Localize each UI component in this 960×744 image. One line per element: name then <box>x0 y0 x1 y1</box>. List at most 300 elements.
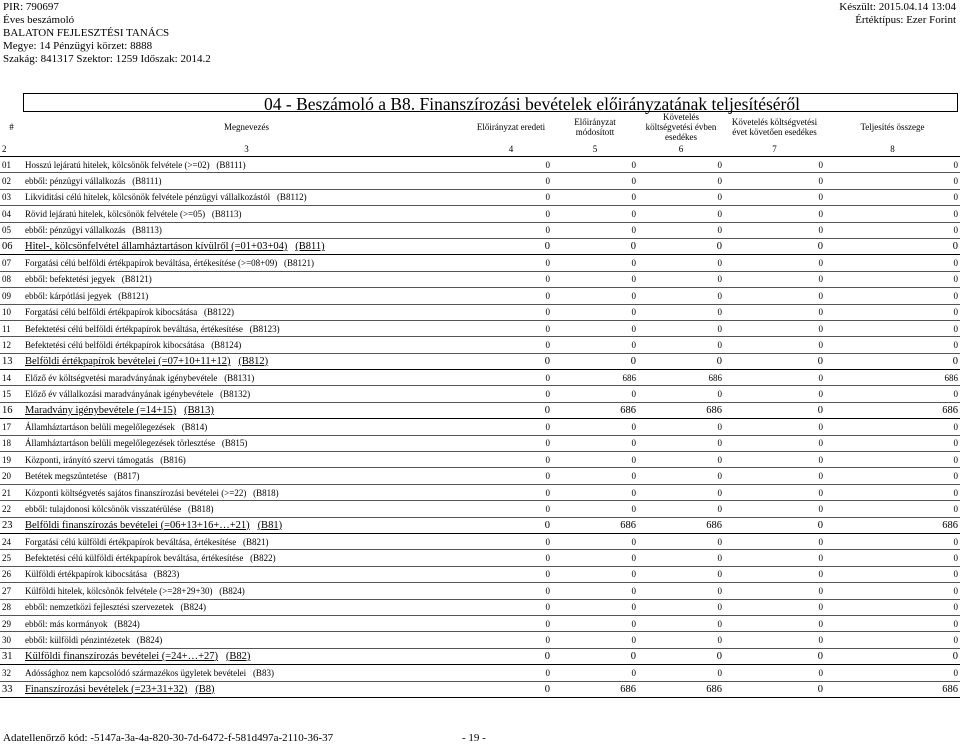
row-ref-code: (B8113) <box>132 225 162 236</box>
row-code: 17 <box>0 419 23 435</box>
row-ref-code: (B816) <box>160 454 186 465</box>
value-after: 0 <box>724 452 825 468</box>
row-code: 29 <box>0 615 23 631</box>
value-perf: 0 <box>825 501 960 517</box>
value-after: 0 <box>724 517 825 533</box>
value-due: 0 <box>638 501 724 517</box>
value-after: 0 <box>724 566 825 582</box>
value-due: 0 <box>638 255 724 271</box>
row-label-cell <box>23 599 470 615</box>
value-perf: 686 <box>825 402 960 418</box>
row-label: Államháztartáson belüli megelőlegezések törlesztése <box>25 438 216 449</box>
value-orig: 0 <box>470 435 552 451</box>
table-row <box>0 599 960 615</box>
value-mod: 0 <box>552 206 638 222</box>
row-label: Befektetési célú belföldi értékpapírok kibocsátása <box>25 339 205 350</box>
row-code: 33 <box>0 681 23 697</box>
row-code: 19 <box>0 452 23 468</box>
value-mod: 0 <box>552 419 638 435</box>
table-row <box>0 566 960 582</box>
table-row <box>0 550 960 566</box>
value-after: 0 <box>724 157 825 173</box>
row-label-cell <box>23 648 470 664</box>
value-due: 0 <box>638 157 724 173</box>
value-mod: 686 <box>552 402 638 418</box>
value-orig: 0 <box>470 238 552 254</box>
value-perf: 0 <box>825 468 960 484</box>
table-row <box>0 320 960 336</box>
table-row <box>0 386 960 402</box>
table-row <box>0 583 960 599</box>
value-after: 0 <box>724 304 825 320</box>
value-orig: 0 <box>470 173 552 189</box>
value-mod: 0 <box>552 304 638 320</box>
value-after: 0 <box>724 501 825 517</box>
value-perf: 0 <box>825 533 960 549</box>
value-orig: 0 <box>470 681 552 697</box>
value-after: 0 <box>724 271 825 287</box>
value-due: 0 <box>638 386 724 402</box>
value-after: 0 <box>724 615 825 631</box>
row-ref-code: (B817) <box>113 471 140 482</box>
value-due: 0 <box>638 189 724 205</box>
row-ref-code: (B818) <box>253 487 279 498</box>
table-row <box>0 271 960 287</box>
row-label: Befektetési célú külföldi értékpapírok beváltása, értékesítése <box>25 553 244 564</box>
value-perf: 0 <box>825 271 960 287</box>
value-mod: 0 <box>552 566 638 582</box>
row-label: ebből: nemzetközi fejlesztési szervezetek <box>25 602 174 613</box>
value-perf: 686 <box>825 517 960 533</box>
row-ref-code: (B813) <box>184 405 214 417</box>
row-code: 08 <box>0 271 23 287</box>
table-row-total <box>0 517 960 533</box>
report-header-left <box>3 1 211 66</box>
row-code: 01 <box>0 157 23 173</box>
table-row <box>0 419 960 435</box>
value-perf: 0 <box>825 206 960 222</box>
row-label: Központi, irányító szervi támogatás <box>25 454 154 465</box>
value-due: 0 <box>638 288 724 304</box>
row-code: 31 <box>0 648 23 664</box>
value-due: 0 <box>638 320 724 336</box>
table-row <box>0 615 960 631</box>
row-ref-code: (B82) <box>225 650 251 662</box>
row-label: Betétek megszüntetése <box>25 471 108 482</box>
row-label-cell <box>23 615 470 631</box>
row-label: Rövid lejáratú hitelek, kölcsönök felvétele (>=05) <box>25 208 206 219</box>
value-after: 0 <box>724 402 825 418</box>
value-orig: 0 <box>470 255 552 271</box>
row-label: Államháztartáson belüli megelőlegezések <box>25 421 175 432</box>
value-orig: 0 <box>470 370 552 386</box>
value-after: 0 <box>724 435 825 451</box>
row-ref-code: (B8111) <box>132 176 162 187</box>
value-after: 0 <box>724 370 825 386</box>
value-due: 0 <box>638 615 724 631</box>
value-orig: 0 <box>470 599 552 615</box>
value-mod: 0 <box>552 320 638 336</box>
row-label: Külföldi értékpapírok kibocsátása <box>25 569 147 580</box>
colnum-2: 3 <box>23 142 470 157</box>
value-due: 686 <box>638 681 724 697</box>
row-label: Forgatási célú belföldi értékpapírok beváltása, értékesítése (>=08+09) <box>25 258 278 269</box>
table-row <box>0 632 960 648</box>
value-perf: 0 <box>825 632 960 648</box>
row-label-cell <box>23 484 470 500</box>
value-mod: 0 <box>552 632 638 648</box>
col-hash: # <box>9 122 14 132</box>
row-code: 23 <box>0 517 23 533</box>
row-code: 20 <box>0 468 23 484</box>
value-after: 0 <box>724 353 825 369</box>
row-ref-code: (B814) <box>181 421 208 432</box>
value-after: 0 <box>724 648 825 664</box>
value-mod: 0 <box>552 550 638 566</box>
value-mod: 0 <box>552 189 638 205</box>
value-perf: 686 <box>825 681 960 697</box>
row-label-cell <box>23 533 470 549</box>
value-due: 0 <box>638 550 724 566</box>
row-code: 30 <box>0 632 23 648</box>
row-ref-code: (B83) <box>252 667 274 678</box>
value-mod: 0 <box>552 583 638 599</box>
row-label-cell <box>23 304 470 320</box>
value-after: 0 <box>724 533 825 549</box>
table-body <box>0 157 960 698</box>
row-label: Hitel-, kölcsönfelvétel államháztartáson kívülről (=01+03+04) <box>25 241 288 253</box>
value-mod: 0 <box>552 173 638 189</box>
row-code: 13 <box>0 353 23 369</box>
row-label: Befektetési célú belföldi értékpapírok beváltása, értékesítése <box>25 323 243 334</box>
value-mod: 0 <box>552 222 638 238</box>
row-label: Maradvány igénybevétele (=14+15) <box>25 405 177 417</box>
row-ref-code: (B822) <box>250 553 276 564</box>
row-code: 28 <box>0 599 23 615</box>
value-due: 0 <box>638 206 724 222</box>
value-perf: 0 <box>825 452 960 468</box>
value-after: 0 <box>724 484 825 500</box>
value-orig: 0 <box>470 337 552 353</box>
value-orig: 0 <box>470 452 552 468</box>
row-label-cell <box>23 583 470 599</box>
row-label-cell <box>23 386 470 402</box>
value-mod: 0 <box>552 255 638 271</box>
organization-name: BALATON FEJLESZTÉSI TANÁCS <box>3 27 170 39</box>
row-label-cell <box>23 452 470 468</box>
table-row <box>0 288 960 304</box>
table-row <box>0 452 960 468</box>
row-label-cell <box>23 468 470 484</box>
row-label: Külföldi finanszírozás bevételei (=24+…+27) <box>25 650 218 662</box>
row-code: 07 <box>0 255 23 271</box>
value-perf: 0 <box>825 337 960 353</box>
value-mod: 0 <box>552 435 638 451</box>
row-code: 06 <box>0 238 23 254</box>
value-orig: 0 <box>470 402 552 418</box>
row-label: Finanszírozási bevételek (=23+31+32) <box>25 683 188 695</box>
value-mod: 0 <box>552 533 638 549</box>
table-row <box>0 222 960 238</box>
colnum-7: 8 <box>825 142 960 157</box>
value-mod: 0 <box>552 599 638 615</box>
value-after: 0 <box>724 173 825 189</box>
row-ref-code: (B818) <box>187 503 214 514</box>
row-code: 18 <box>0 435 23 451</box>
row-code: 11 <box>0 320 23 336</box>
value-due: 0 <box>638 173 724 189</box>
value-perf: 0 <box>825 386 960 402</box>
value-after: 0 <box>724 255 825 271</box>
value-after: 0 <box>724 599 825 615</box>
value-orig: 0 <box>470 550 552 566</box>
row-label-cell <box>23 566 470 582</box>
value-after: 0 <box>724 337 825 353</box>
value-perf: 0 <box>825 320 960 336</box>
row-ref-code: (B823) <box>153 569 180 580</box>
value-perf: 0 <box>825 566 960 582</box>
table-row <box>0 173 960 189</box>
value-due: 0 <box>638 337 724 353</box>
row-label-cell <box>23 157 470 173</box>
title-box <box>23 93 958 112</box>
value-orig: 0 <box>470 222 552 238</box>
value-mod: 0 <box>552 484 638 500</box>
value-after: 0 <box>724 550 825 566</box>
row-code: 25 <box>0 550 23 566</box>
table-row-total <box>0 238 960 254</box>
row-ref-code: (B8121) <box>121 274 152 285</box>
value-type: Értéktípus: Ezer Forint <box>855 14 956 26</box>
colnum-3: 4 <box>470 142 552 157</box>
row-label-cell <box>23 222 470 238</box>
value-due: 686 <box>638 402 724 418</box>
row-label-cell <box>23 550 470 566</box>
value-mod: 0 <box>552 665 638 681</box>
value-due: 0 <box>638 435 724 451</box>
colnum-1: 2 <box>0 142 23 157</box>
value-mod: 686 <box>552 517 638 533</box>
row-label: Forgatási célú külföldi értékpapírok beváltása, értékesítése <box>25 536 237 547</box>
value-perf: 0 <box>825 288 960 304</box>
value-mod: 0 <box>552 452 638 468</box>
value-due: 0 <box>638 632 724 648</box>
value-due: 0 <box>638 452 724 468</box>
row-label: Központi költségvetés sajátos finanszírozási bevételei (>=22) <box>25 487 247 498</box>
col-name: Megnevezés <box>224 122 269 132</box>
value-due: 686 <box>638 370 724 386</box>
row-label-cell <box>23 370 470 386</box>
financing-table <box>0 112 960 698</box>
table-row <box>0 337 960 353</box>
value-orig: 0 <box>470 206 552 222</box>
table-row <box>0 501 960 517</box>
value-mod: 686 <box>552 370 638 386</box>
value-orig: 0 <box>470 353 552 369</box>
row-ref-code: (B811) <box>295 241 325 253</box>
row-ref-code: (B8113) <box>211 208 242 219</box>
value-perf: 0 <box>825 353 960 369</box>
value-orig: 0 <box>470 632 552 648</box>
col-due: Követelés költségvetési évben esedékes <box>645 112 717 142</box>
value-after: 0 <box>724 320 825 336</box>
value-due: 0 <box>638 566 724 582</box>
value-orig: 0 <box>470 320 552 336</box>
row-ref-code: (B8112) <box>276 192 307 203</box>
row-ref-code: (B8131) <box>224 372 255 383</box>
table-row-total <box>0 353 960 369</box>
col-after: Követelés költségvetési évet követően esedékes <box>731 117 818 137</box>
value-after: 0 <box>724 238 825 254</box>
value-after: 0 <box>724 583 825 599</box>
value-perf: 0 <box>825 222 960 238</box>
check-code: Adatellenőrző kód: -5147a-3a-4a-820-30-7d-6472-f-581d497a-2110-36-37 <box>3 732 334 744</box>
value-due: 0 <box>638 468 724 484</box>
table-row <box>0 206 960 222</box>
row-label-cell <box>23 517 470 533</box>
value-due: 0 <box>638 599 724 615</box>
row-label: Előző év vállalkozási maradványának igénybevétele <box>25 389 214 400</box>
value-perf: 0 <box>825 435 960 451</box>
row-label-cell <box>23 419 470 435</box>
row-label: Forgatási célú belföldi értékpapírok kibocsátása <box>25 307 198 318</box>
value-orig: 0 <box>470 501 552 517</box>
value-due: 0 <box>638 271 724 287</box>
value-orig: 0 <box>470 386 552 402</box>
table-row-total <box>0 681 960 697</box>
value-after: 0 <box>724 665 825 681</box>
row-label: ebből: tulajdonosi kölcsönök visszatérülése <box>25 503 182 514</box>
value-perf: 0 <box>825 255 960 271</box>
value-mod: 0 <box>552 501 638 517</box>
row-ref-code: (B815) <box>221 438 248 449</box>
value-mod: 0 <box>552 468 638 484</box>
page-number: - 19 - <box>462 732 486 744</box>
row-code: 10 <box>0 304 23 320</box>
value-mod: 0 <box>552 157 638 173</box>
row-label: ebből: pénzügyi vállalkozás <box>25 225 126 236</box>
value-orig: 0 <box>470 517 552 533</box>
pir-line: PIR: 790697 <box>3 1 59 13</box>
row-code: 04 <box>0 206 23 222</box>
value-after: 0 <box>724 468 825 484</box>
row-label: Belföldi finanszírozás bevételei (=06+13+16+…+21) <box>25 519 250 531</box>
row-label: ebből: befektetési jegyek <box>25 274 115 285</box>
value-perf: 0 <box>825 157 960 173</box>
value-orig: 0 <box>470 157 552 173</box>
row-ref-code: (B8121) <box>283 258 314 269</box>
row-label: ebből: más kormányok <box>25 618 108 629</box>
row-label-cell <box>23 402 470 418</box>
row-ref-code: (B821) <box>243 536 269 547</box>
row-ref-code: (B824) <box>219 585 245 596</box>
value-perf: 0 <box>825 583 960 599</box>
value-due: 0 <box>638 353 724 369</box>
county-line: Megye: 14 Pénzügyi körzet: 8888 <box>3 40 153 52</box>
value-due: 0 <box>638 222 724 238</box>
value-orig: 0 <box>470 484 552 500</box>
value-orig: 0 <box>470 271 552 287</box>
value-mod: 686 <box>552 681 638 697</box>
page-title: 04 - Beszámoló a B8. Finanszírozási bevételek előirányzatának teljesítéséről <box>264 94 800 114</box>
value-perf: 0 <box>825 419 960 435</box>
value-orig: 0 <box>470 419 552 435</box>
value-perf: 0 <box>825 550 960 566</box>
row-label: Likviditási célú hitelek, kölcsönök felvétele pénzügyi vállalkozástól <box>25 192 271 203</box>
value-perf: 0 <box>825 238 960 254</box>
created-timestamp: Készült: 2015.04.14 13:04 <box>839 1 956 13</box>
colnum-5: 6 <box>638 142 724 157</box>
row-label: Adóssághoz nem kapcsolódó származékos ügyletek bevételei <box>25 667 247 678</box>
row-label-cell <box>23 173 470 189</box>
row-label-cell <box>23 681 470 697</box>
value-due: 0 <box>638 583 724 599</box>
row-ref-code: (B824) <box>136 635 163 646</box>
table-row <box>0 484 960 500</box>
row-label: ebből: kárpótlási jegyek <box>25 290 112 301</box>
table-row <box>0 304 960 320</box>
value-orig: 0 <box>470 189 552 205</box>
report-type: Éves beszámoló <box>3 14 75 26</box>
value-perf: 0 <box>825 484 960 500</box>
row-code: 21 <box>0 484 23 500</box>
value-mod: 0 <box>552 271 638 287</box>
row-label: ebből: külföldi pénzintézetek <box>25 635 130 646</box>
row-code: 05 <box>0 222 23 238</box>
value-mod: 0 <box>552 648 638 664</box>
value-perf: 0 <box>825 304 960 320</box>
value-perf: 0 <box>825 599 960 615</box>
value-orig: 0 <box>470 615 552 631</box>
row-label-cell <box>23 632 470 648</box>
table-row <box>0 370 960 386</box>
row-label-cell <box>23 206 470 222</box>
value-due: 686 <box>638 517 724 533</box>
row-label-cell <box>23 189 470 205</box>
row-ref-code: (B8122) <box>204 307 235 318</box>
table-row <box>0 157 960 173</box>
row-code: 02 <box>0 173 23 189</box>
value-after: 0 <box>724 206 825 222</box>
value-after: 0 <box>724 386 825 402</box>
table-row-total <box>0 402 960 418</box>
value-perf: 0 <box>825 665 960 681</box>
value-mod: 0 <box>552 337 638 353</box>
row-label: Külföldi hitelek, kölcsönök felvétele (>=28+29+30) <box>25 585 213 596</box>
col-orig: Előirányzat eredeti <box>476 122 546 132</box>
value-orig: 0 <box>470 566 552 582</box>
row-code: 26 <box>0 566 23 582</box>
value-mod: 0 <box>552 615 638 631</box>
table-row <box>0 255 960 271</box>
value-after: 0 <box>724 288 825 304</box>
value-perf: 0 <box>825 648 960 664</box>
table-row <box>0 189 960 205</box>
value-due: 0 <box>638 304 724 320</box>
column-number-row <box>0 142 960 157</box>
row-ref-code: (B8124) <box>211 339 242 350</box>
row-label: ebből: pénzügyi vállalkozás <box>25 176 126 187</box>
row-code: 27 <box>0 583 23 599</box>
value-mod: 0 <box>552 238 638 254</box>
value-orig: 0 <box>470 304 552 320</box>
value-orig: 0 <box>470 468 552 484</box>
colnum-4: 5 <box>552 142 638 157</box>
colnum-6: 7 <box>724 142 825 157</box>
col-perf: Teljesítés összege <box>860 122 925 132</box>
col-mod: Előirányzat módosított <box>574 117 616 137</box>
value-orig: 0 <box>470 288 552 304</box>
